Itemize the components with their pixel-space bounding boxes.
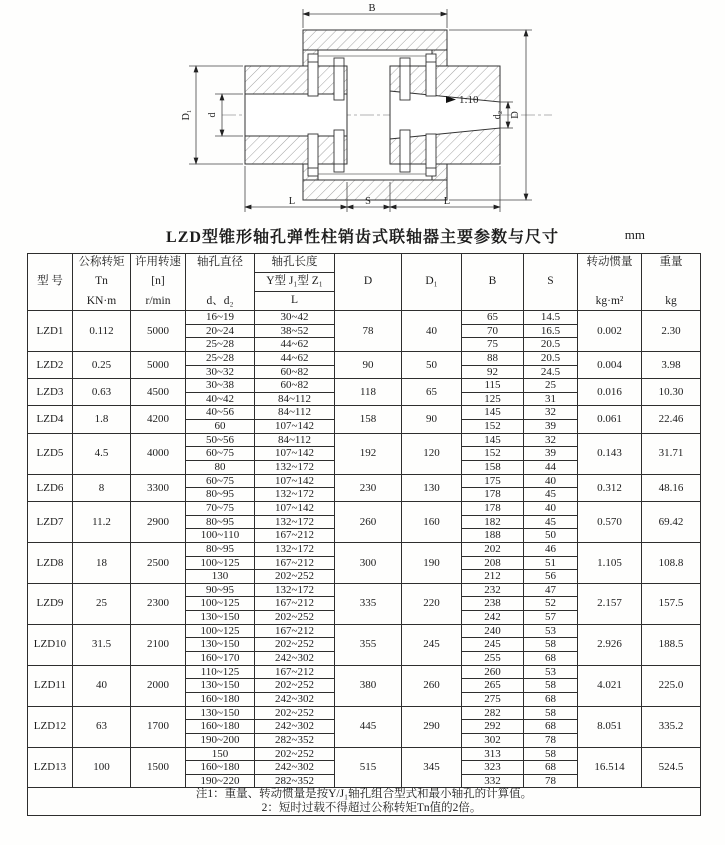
table-footer	[28, 788, 701, 815]
cell-B: 238	[462, 597, 524, 611]
cell-B: 178	[462, 488, 524, 502]
cell-B: 152	[462, 447, 524, 461]
cell-bore-diameter: 190~220	[186, 774, 255, 788]
cell-D: 158	[335, 406, 402, 433]
cell-bore-diameter: 130~150	[186, 611, 255, 625]
cell-bore-length: 132~172	[255, 488, 335, 502]
cell-B: 313	[462, 747, 524, 761]
cell-D: 230	[335, 474, 402, 501]
header-torque-line3: KN·m	[86, 294, 117, 307]
cell-model: LZD2	[28, 351, 73, 378]
cell-bore-length: 202~252	[255, 679, 335, 693]
cell-inertia: 0.016	[578, 379, 642, 406]
cell-weight: 48.16	[642, 474, 701, 501]
cell-torque: 100	[73, 747, 131, 788]
cell-bore-length: 132~172	[255, 583, 335, 597]
cell-B: 182	[462, 515, 524, 529]
cell-S: 44	[524, 461, 578, 475]
header-bore-diameter-line2: d、d₂	[206, 294, 234, 307]
cell-bore-length: 202~252	[255, 638, 335, 652]
header-D1: D₁	[402, 254, 462, 311]
header-speed-line1: 许用转速	[135, 256, 181, 268]
cell-bore-length: 132~172	[255, 515, 335, 529]
cell-bore-diameter: 16~19	[186, 311, 255, 325]
cell-inertia: 1.105	[578, 542, 642, 583]
cell-S: 40	[524, 501, 578, 515]
cell-speed: 1500	[131, 747, 186, 788]
cell-bore-length: 84~112	[255, 433, 335, 447]
cell-bore-length: 167~212	[255, 556, 335, 570]
cell-bore-diameter: 100~125	[186, 624, 255, 638]
cell-B: 240	[462, 624, 524, 638]
cell-torque: 63	[73, 706, 131, 747]
cell-S: 68	[524, 692, 578, 706]
cell-bore-diameter: 130~150	[186, 638, 255, 652]
cell-speed: 2100	[131, 624, 186, 665]
table-row	[28, 379, 701, 393]
cell-D: 355	[335, 624, 402, 665]
cell-inertia: 4.021	[578, 665, 642, 706]
cell-torque: 8	[73, 474, 131, 501]
cell-B: 323	[462, 761, 524, 775]
cell-speed: 4200	[131, 406, 186, 433]
cell-S: 68	[524, 652, 578, 666]
header-S: S	[524, 254, 578, 311]
dim-label-L-left: L	[288, 196, 296, 207]
cell-B: 242	[462, 611, 524, 625]
cell-inertia: 2.926	[578, 624, 642, 665]
cell-bore-diameter: 80~95	[186, 515, 255, 529]
cell-S: 53	[524, 624, 578, 638]
cell-bore-length: 167~212	[255, 597, 335, 611]
cell-S: 31	[524, 392, 578, 406]
cell-B: 245	[462, 638, 524, 652]
cell-D1: 220	[402, 583, 462, 624]
cell-model: LZD10	[28, 624, 73, 665]
cell-bore-length: 242~302	[255, 720, 335, 734]
cell-bore-diameter: 70~75	[186, 501, 255, 515]
cell-S: 50	[524, 529, 578, 543]
header-speed	[131, 254, 186, 311]
table-row	[28, 501, 701, 515]
header-torque	[73, 254, 131, 311]
cell-S: 58	[524, 747, 578, 761]
header-torque-line1: 公称转矩	[78, 256, 125, 268]
cell-bore-length: 60~82	[255, 379, 335, 393]
cell-D: 118	[335, 379, 402, 406]
cell-bore-diameter: 80~95	[186, 542, 255, 556]
cell-bore-diameter: 150	[186, 747, 255, 761]
coupling-section-drawing	[0, 0, 725, 215]
cell-model: LZD7	[28, 501, 73, 542]
cell-bore-length: 132~172	[255, 461, 335, 475]
cell-bore-diameter: 160~180	[186, 720, 255, 734]
cell-B: 178	[462, 501, 524, 515]
cell-S: 45	[524, 488, 578, 502]
cell-bore-diameter: 50~56	[186, 433, 255, 447]
cell-bore-diameter: 160~180	[186, 692, 255, 706]
cell-inertia: 0.004	[578, 351, 642, 378]
cell-B: 115	[462, 379, 524, 393]
cell-inertia: 8.051	[578, 706, 642, 747]
cell-B: 158	[462, 461, 524, 475]
header-inertia-line1: 转动惯量	[586, 256, 633, 268]
header-bore-length-L: L	[255, 292, 335, 311]
cell-inertia: 0.570	[578, 501, 642, 542]
cell-bore-diameter: 100~110	[186, 529, 255, 543]
cell-B: 175	[462, 474, 524, 488]
table-row	[28, 542, 701, 556]
cell-torque: 31.5	[73, 624, 131, 665]
cell-weight: 2.30	[642, 311, 701, 352]
table-row	[28, 624, 701, 638]
cell-torque: 11.2	[73, 501, 131, 542]
cell-bore-diameter: 130~150	[186, 706, 255, 720]
cell-B: 332	[462, 774, 524, 788]
cell-model: LZD13	[28, 747, 73, 788]
cell-D1: 260	[402, 665, 462, 706]
cell-speed: 2300	[131, 583, 186, 624]
dim-label-d: d	[207, 112, 218, 118]
cell-bore-diameter: 20~24	[186, 324, 255, 338]
cell-bore-length: 107~142	[255, 474, 335, 488]
cell-bore-length: 242~302	[255, 652, 335, 666]
cell-speed: 3300	[131, 474, 186, 501]
table-header	[28, 254, 701, 311]
cell-torque: 4.5	[73, 433, 131, 474]
cell-B: 265	[462, 679, 524, 693]
cell-B: 145	[462, 406, 524, 420]
header-bore-length-types: Y型 J₁型 Z₁	[255, 273, 335, 292]
cell-speed: 2900	[131, 501, 186, 542]
cell-bore-length: 84~112	[255, 406, 335, 420]
cell-B: 302	[462, 733, 524, 747]
cell-inertia: 0.002	[578, 311, 642, 352]
title-row	[0, 224, 725, 248]
table-row	[28, 311, 701, 325]
cell-bore-length: 44~62	[255, 351, 335, 365]
header-inertia-line2: kg·m²	[595, 294, 624, 307]
cell-bore-diameter: 190~200	[186, 733, 255, 747]
cell-speed: 2500	[131, 542, 186, 583]
dim-label-d2: d₂	[492, 110, 503, 120]
cell-torque: 0.112	[73, 311, 131, 352]
cell-bore-diameter: 130	[186, 570, 255, 584]
cell-B: 212	[462, 570, 524, 584]
cell-bore-diameter: 30~32	[186, 365, 255, 379]
dim-label-B: B	[368, 3, 376, 14]
cell-weight: 225.0	[642, 665, 701, 706]
cell-torque: 25	[73, 583, 131, 624]
cell-S: 53	[524, 665, 578, 679]
cell-inertia: 0.143	[578, 433, 642, 474]
cell-S: 16.5	[524, 324, 578, 338]
cell-S: 58	[524, 679, 578, 693]
header-weight-line2: kg	[665, 294, 677, 307]
cell-bore-length: 202~252	[255, 570, 335, 584]
cell-D1: 65	[402, 379, 462, 406]
cell-S: 45	[524, 515, 578, 529]
table-row	[28, 665, 701, 679]
cell-B: 88	[462, 351, 524, 365]
table-note-2: 2：短时过载不得超过公称转矩Tn值的2倍。	[261, 801, 482, 814]
cell-S: 57	[524, 611, 578, 625]
cell-weight: 188.5	[642, 624, 701, 665]
cell-inertia: 16.514	[578, 747, 642, 788]
cell-model: LZD8	[28, 542, 73, 583]
cell-speed: 4000	[131, 433, 186, 474]
cell-weight: 10.30	[642, 379, 701, 406]
cell-model: LZD1	[28, 311, 73, 352]
cell-S: 58	[524, 706, 578, 720]
cell-bore-length: 38~52	[255, 324, 335, 338]
cell-S: 14.5	[524, 311, 578, 325]
dim-label-S: S	[365, 196, 371, 207]
cell-B: 260	[462, 665, 524, 679]
cell-D1: 130	[402, 474, 462, 501]
cell-bore-length: 282~352	[255, 774, 335, 788]
header-bore-diameter	[186, 254, 255, 311]
cell-S: 20.5	[524, 338, 578, 352]
cell-S: 78	[524, 774, 578, 788]
cell-B: 92	[462, 365, 524, 379]
cell-D1: 190	[402, 542, 462, 583]
header-torque-line2: Tn	[95, 275, 108, 288]
cell-inertia: 0.312	[578, 474, 642, 501]
cell-D: 515	[335, 747, 402, 788]
cell-bore-length: 242~302	[255, 692, 335, 706]
cell-weight: 3.98	[642, 351, 701, 378]
cell-D1: 245	[402, 624, 462, 665]
cell-S: 47	[524, 583, 578, 597]
cell-bore-diameter: 160~170	[186, 652, 255, 666]
header-bore-diameter-line1: 轴孔直径	[197, 256, 243, 268]
cell-bore-length: 282~352	[255, 733, 335, 747]
taper-label: 1:10	[459, 94, 479, 106]
cell-S: 39	[524, 447, 578, 461]
cell-S: 68	[524, 761, 578, 775]
cell-weight: 524.5	[642, 747, 701, 788]
cell-B: 70	[462, 324, 524, 338]
cell-B: 292	[462, 720, 524, 734]
cell-bore-diameter: 60~75	[186, 474, 255, 488]
cell-bore-length: 202~252	[255, 611, 335, 625]
cell-torque: 40	[73, 665, 131, 706]
cell-D: 300	[335, 542, 402, 583]
table-row	[28, 747, 701, 761]
cell-model: LZD5	[28, 433, 73, 474]
cell-D: 260	[335, 501, 402, 542]
cell-S: 58	[524, 638, 578, 652]
cell-D1: 290	[402, 706, 462, 747]
parameters-table	[27, 253, 701, 816]
cell-S: 40	[524, 474, 578, 488]
cell-S: 25	[524, 379, 578, 393]
cell-B: 152	[462, 420, 524, 434]
cell-D1: 40	[402, 311, 462, 352]
header-B: B	[462, 254, 524, 311]
header-bore-length: 轴孔长度	[255, 254, 335, 273]
cell-bore-diameter: 130~150	[186, 679, 255, 693]
cell-B: 75	[462, 338, 524, 352]
cell-D: 445	[335, 706, 402, 747]
cell-bore-length: 60~82	[255, 365, 335, 379]
header-model: 型 号	[28, 254, 73, 311]
dim-label-D: D	[510, 111, 521, 119]
cell-bore-length: 242~302	[255, 761, 335, 775]
notes-cell	[28, 788, 701, 815]
cell-bore-length: 84~112	[255, 392, 335, 406]
cell-model: LZD3	[28, 379, 73, 406]
cell-S: 46	[524, 542, 578, 556]
cell-weight: 335.2	[642, 706, 701, 747]
cell-speed: 2000	[131, 665, 186, 706]
cell-bore-length: 107~142	[255, 501, 335, 515]
cell-D1: 160	[402, 501, 462, 542]
cell-bore-diameter: 25~28	[186, 351, 255, 365]
cell-model: LZD6	[28, 474, 73, 501]
table-row	[28, 406, 701, 420]
cell-bore-length: 202~252	[255, 747, 335, 761]
cell-weight: 31.71	[642, 433, 701, 474]
cell-bore-length: 132~172	[255, 542, 335, 556]
cell-B: 232	[462, 583, 524, 597]
dim-label-D1: D₁	[181, 109, 192, 121]
cell-D1: 345	[402, 747, 462, 788]
header-weight	[642, 254, 701, 311]
cell-speed: 1700	[131, 706, 186, 747]
cell-torque: 18	[73, 542, 131, 583]
page-title: LZD型锥形轴孔弹性柱销齿式联轴器主要参数与尺寸	[166, 229, 559, 246]
cell-speed: 5000	[131, 351, 186, 378]
cell-D1: 50	[402, 351, 462, 378]
cell-S: 32	[524, 406, 578, 420]
cell-bore-length: 167~212	[255, 624, 335, 638]
cell-bore-diameter: 80~95	[186, 488, 255, 502]
cell-bore-diameter: 160~180	[186, 761, 255, 775]
header-speed-line3: r/min	[145, 294, 171, 307]
cell-bore-diameter: 90~95	[186, 583, 255, 597]
cell-torque: 0.63	[73, 379, 131, 406]
cell-speed: 4500	[131, 379, 186, 406]
cell-speed: 5000	[131, 311, 186, 352]
cell-weight: 157.5	[642, 583, 701, 624]
cell-D1: 90	[402, 406, 462, 433]
table-row	[28, 583, 701, 597]
cell-bore-diameter: 60~75	[186, 447, 255, 461]
cell-B: 255	[462, 652, 524, 666]
cell-bore-diameter: 80	[186, 461, 255, 475]
cell-D: 335	[335, 583, 402, 624]
cell-S: 52	[524, 597, 578, 611]
cell-bore-diameter: 30~38	[186, 379, 255, 393]
cell-bore-diameter: 40~42	[186, 392, 255, 406]
cell-D: 90	[335, 351, 402, 378]
cell-B: 145	[462, 433, 524, 447]
header-inertia	[578, 254, 642, 311]
cell-weight: 69.42	[642, 501, 701, 542]
table-note-1: 注1：重量、转动惯量是按Y/J₁轴孔组合型式和最小轴孔的计算值。	[195, 788, 533, 801]
cell-model: LZD12	[28, 706, 73, 747]
cell-S: 32	[524, 433, 578, 447]
cell-bore-length: 44~62	[255, 338, 335, 352]
header-weight-line1: 重量	[659, 256, 683, 268]
cell-bore-diameter: 60	[186, 420, 255, 434]
cell-weight: 108.8	[642, 542, 701, 583]
cell-bore-diameter: 100~125	[186, 556, 255, 570]
cell-bore-length: 30~42	[255, 311, 335, 325]
header-speed-line2: [n]	[151, 275, 165, 288]
cell-D: 380	[335, 665, 402, 706]
cell-torque: 1.8	[73, 406, 131, 433]
cell-S: 78	[524, 733, 578, 747]
cell-B: 202	[462, 542, 524, 556]
cell-inertia: 0.061	[578, 406, 642, 433]
cell-bore-length: 107~142	[255, 420, 335, 434]
cell-bore-diameter: 110~125	[186, 665, 255, 679]
cell-B: 125	[462, 392, 524, 406]
cell-D: 192	[335, 433, 402, 474]
cell-S: 68	[524, 720, 578, 734]
cell-D: 78	[335, 311, 402, 352]
cell-B: 282	[462, 706, 524, 720]
header-D: D	[335, 254, 402, 311]
cell-S: 24.5	[524, 365, 578, 379]
cell-bore-diameter: 100~125	[186, 597, 255, 611]
dim-label-L-right: L	[443, 196, 451, 207]
cell-inertia: 2.157	[578, 583, 642, 624]
cell-S: 51	[524, 556, 578, 570]
cell-D1: 120	[402, 433, 462, 474]
cell-weight: 22.46	[642, 406, 701, 433]
cell-B: 208	[462, 556, 524, 570]
left-hub	[245, 66, 347, 164]
cell-model: LZD4	[28, 406, 73, 433]
cell-B: 65	[462, 311, 524, 325]
cell-bore-length: 202~252	[255, 706, 335, 720]
cell-S: 56	[524, 570, 578, 584]
cell-S: 39	[524, 420, 578, 434]
coupling-section-svg	[0, 0, 725, 215]
cell-B: 188	[462, 529, 524, 543]
table-row	[28, 433, 701, 447]
cell-model: LZD9	[28, 583, 73, 624]
table-row	[28, 474, 701, 488]
cell-bore-diameter: 40~56	[186, 406, 255, 420]
cell-torque: 0.25	[73, 351, 131, 378]
unit-label: mm	[624, 227, 645, 242]
table-body	[28, 311, 701, 788]
cell-S: 20.5	[524, 351, 578, 365]
cell-bore-length: 107~142	[255, 447, 335, 461]
table-row	[28, 706, 701, 720]
cell-bore-length: 167~212	[255, 529, 335, 543]
cell-bore-diameter: 25~28	[186, 338, 255, 352]
cell-model: LZD11	[28, 665, 73, 706]
cell-B: 275	[462, 692, 524, 706]
table-row	[28, 351, 701, 365]
cell-bore-length: 167~212	[255, 665, 335, 679]
